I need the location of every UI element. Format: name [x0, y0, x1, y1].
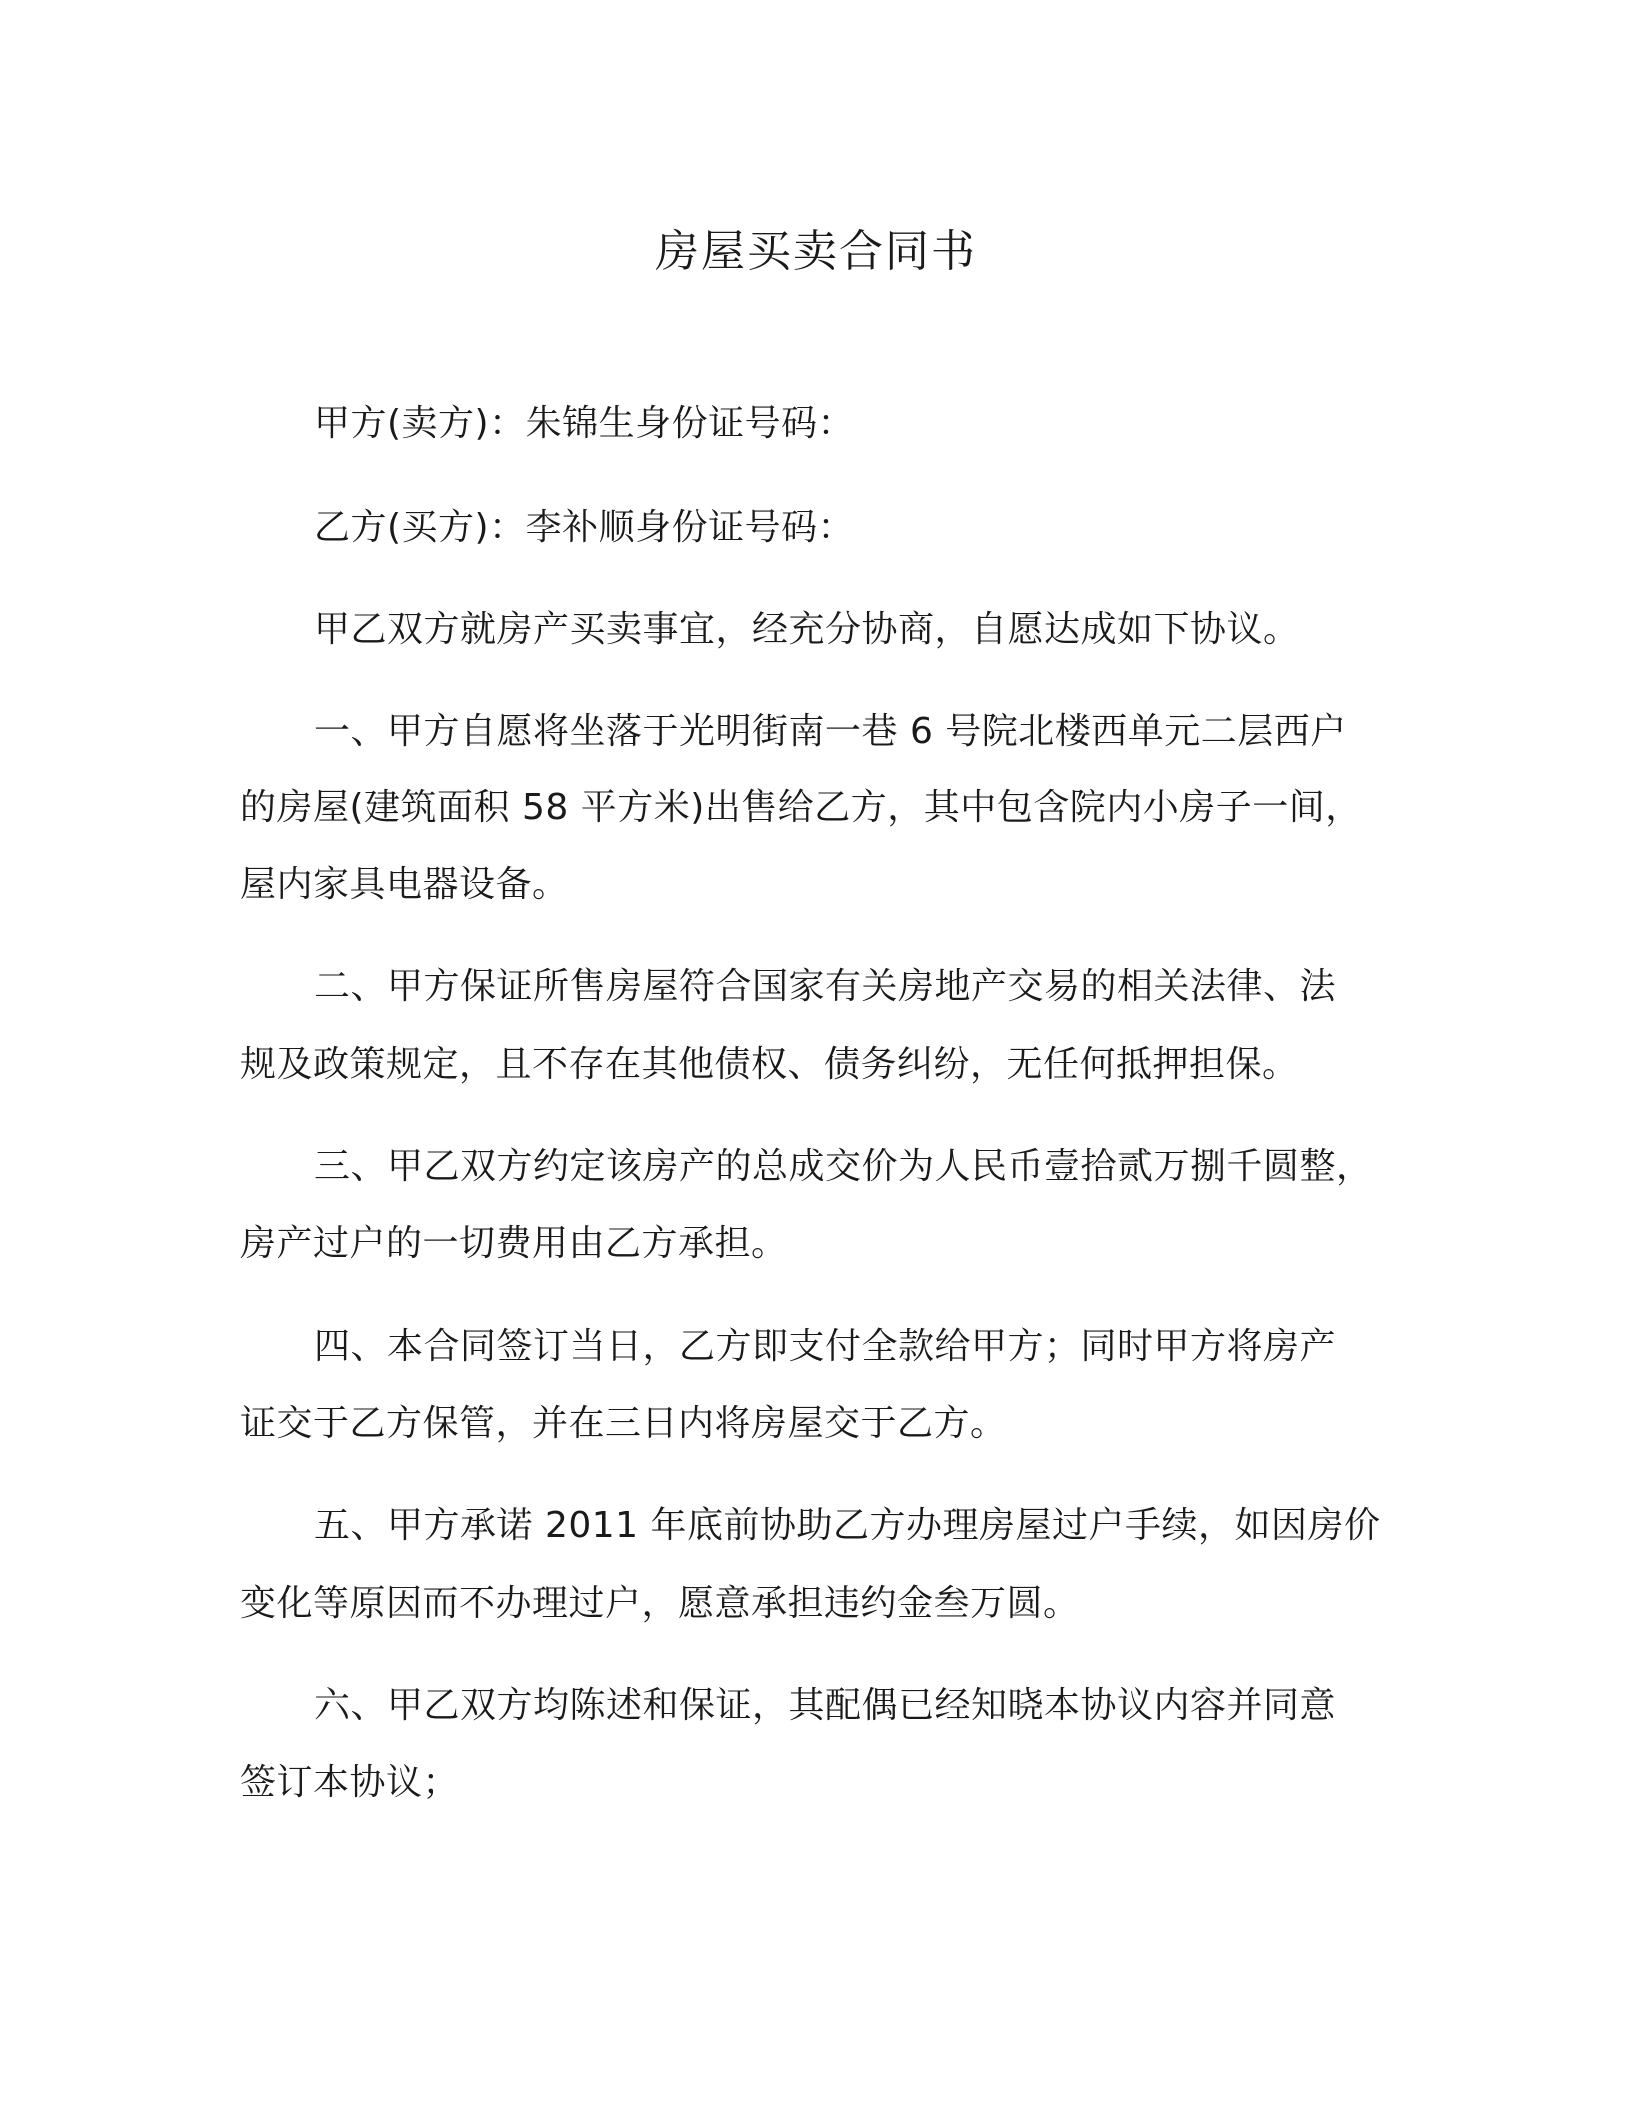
- party-a-line: 甲方(卖方)：朱锦生身份证号码：: [314, 403, 855, 444]
- clause-3-line-1: 三、甲乙双方约定该房产的总成交价为人民币壹拾贰万捌千圆整，: [314, 1146, 1373, 1187]
- clause-3-line-2: 房产过户的一切费用由乙方承担。: [240, 1223, 788, 1264]
- preamble-line: 甲乙双方就房产买卖事宜，经充分协商，自愿达成如下协议。: [314, 609, 1300, 650]
- clause-1-line-3: 屋内家具电器设备。: [240, 864, 569, 905]
- clause-2-line-1: 二、甲方保证所售房屋符合国家有关房地产交易的相关法律、法: [314, 966, 1337, 1007]
- clause-5-line-2: 变化等原因而不办理过户，愿意承担违约金叁万圆。: [240, 1583, 1080, 1624]
- clause-1-line-1: 一、甲方自愿将坐落于光明街南一巷 6 号院北楼西单元二层西户: [314, 711, 1347, 752]
- clause-4-line-1: 四、本合同签订当日，乙方即支付全款给甲方；同时甲方将房产: [314, 1326, 1337, 1367]
- clause-4-line-2: 证交于乙方保管，并在三日内将房屋交于乙方。: [240, 1403, 1007, 1444]
- party-b-line: 乙方(买方)：李补顺身份证号码：: [314, 507, 855, 548]
- clause-6-line-2: 签订本协议；: [240, 1762, 460, 1803]
- clause-1-line-2: 的房屋(建筑面积 58 平方米)出售给乙方，其中包含院内小房子一间，: [240, 787, 1362, 828]
- document-title: 房屋买卖合同书: [655, 226, 977, 277]
- clause-5-line-1: 五、甲方承诺 2011 年底前协助乙方办理房屋过户手续，如因房价: [314, 1505, 1381, 1546]
- clause-2-line-2: 规及政策规定，且不存在其他债权、债务纠纷，无任何抵押担保。: [240, 1044, 1299, 1085]
- clause-6-line-1: 六、甲乙双方均陈述和保证，其配偶已经知晓本协议内容并同意: [314, 1685, 1337, 1726]
